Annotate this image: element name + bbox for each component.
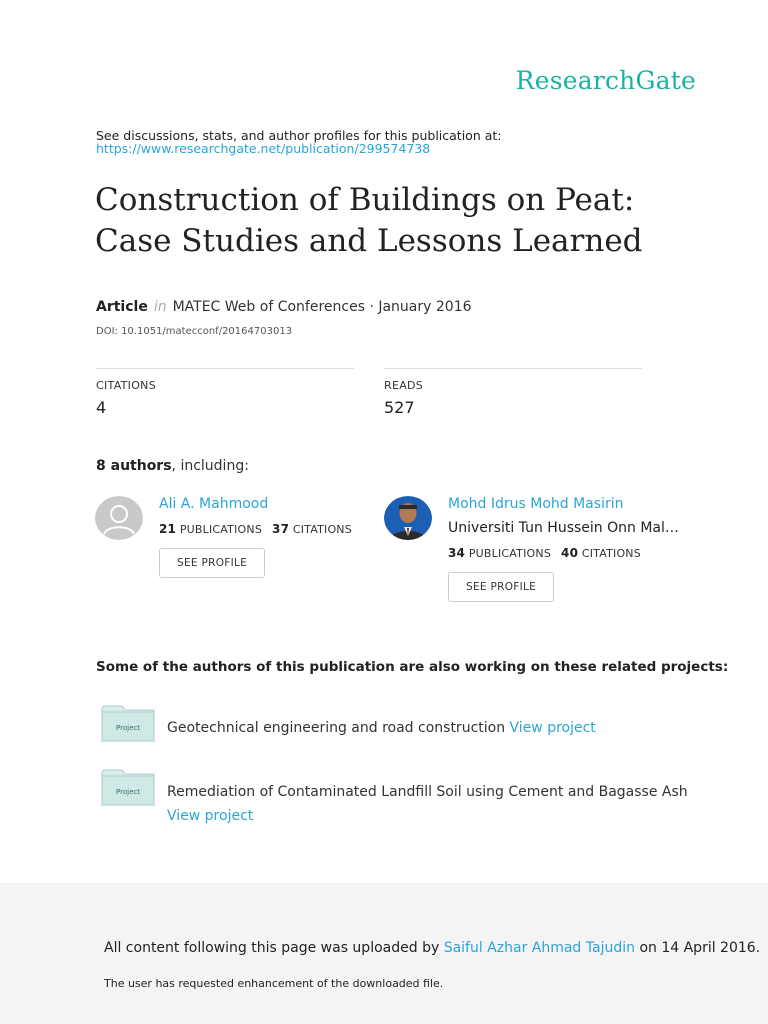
publication-url-link[interactable]: https://www.researchgate.net/publication/299574738 xyxy=(96,141,431,156)
see-profile-button[interactable]: SEE PROFILE xyxy=(159,548,265,578)
authors-count: 8 authors xyxy=(96,458,172,474)
author-counts xyxy=(159,522,395,536)
citations-value: 4 xyxy=(96,398,107,417)
publication-type: Article xyxy=(96,299,148,315)
project-folder-label: Project xyxy=(116,724,140,732)
uploaded-by-line xyxy=(104,940,760,956)
citations-label: CITATIONS xyxy=(96,379,156,392)
authors-heading xyxy=(96,458,249,474)
project-title: Remediation of Contaminated Landfill Soil using Cement and Bagasse Ash xyxy=(167,784,688,800)
uploaded-prefix: All content following this page was uploaded by xyxy=(104,940,440,956)
in-label: in xyxy=(153,299,167,315)
author-citations-count: 37 xyxy=(272,522,290,536)
uploaded-suffix: on 14 April 2016. xyxy=(639,940,761,956)
author-counts xyxy=(448,546,684,560)
author-publications-count: 21 xyxy=(159,522,177,536)
see-profile-button[interactable]: SEE PROFILE xyxy=(448,572,554,602)
upload-footer xyxy=(0,883,768,1024)
author-name-link[interactable]: Ali A. Mahmood xyxy=(159,496,269,512)
publication-meta xyxy=(96,299,472,315)
enhancement-note: The user has requested enhancement of the downloaded file. xyxy=(104,977,444,990)
project-text xyxy=(167,716,697,740)
project-folder-icon xyxy=(101,704,155,742)
researchgate-logo[interactable]: ResearchGate xyxy=(515,66,696,95)
project-folder-label: Project xyxy=(116,788,140,796)
publications-label: PUBLICATIONS xyxy=(179,523,263,536)
publication-title: Construction of Buildings on Peat: Case Studies and Lessons Learned xyxy=(95,182,643,259)
reads-value: 527 xyxy=(384,398,415,417)
see-discussions-text: See discussions, stats, and author profiles for this publication at: xyxy=(96,128,502,143)
reads-label: READS xyxy=(384,379,424,392)
citations-label: CITATIONS xyxy=(581,547,641,560)
view-project-link[interactable]: View project xyxy=(167,808,254,824)
project-title: Geotechnical engineering and road construction xyxy=(167,720,506,736)
default-user-icon[interactable] xyxy=(95,496,143,540)
citations-stat xyxy=(96,368,354,417)
authors-suffix: , including: xyxy=(171,458,249,474)
author-publications-count: 34 xyxy=(448,546,466,560)
reads-stat xyxy=(384,368,642,417)
venue-date: MATEC Web of Conferences · January 2016 xyxy=(172,299,472,315)
project-folder-icon xyxy=(101,768,155,806)
view-project-link[interactable]: View project xyxy=(509,720,596,736)
related-projects-heading: Some of the authors of this publication are also working on these related projects: xyxy=(96,659,729,675)
author-institution: Universiti Tun Hussein Onn Mal… xyxy=(448,520,679,536)
author-name-link[interactable]: Mohd Idrus Mohd Masirin xyxy=(448,496,624,512)
author-citations-count: 40 xyxy=(561,546,579,560)
doi-text: DOI: 10.1051/matecconf/20164703013 xyxy=(96,326,293,337)
citations-label: CITATIONS xyxy=(292,523,352,536)
project-text xyxy=(167,780,697,828)
publications-label: PUBLICATIONS xyxy=(468,547,552,560)
uploader-link[interactable]: Saiful Azhar Ahmad Tajudin xyxy=(443,940,635,956)
author-photo[interactable] xyxy=(384,496,432,540)
